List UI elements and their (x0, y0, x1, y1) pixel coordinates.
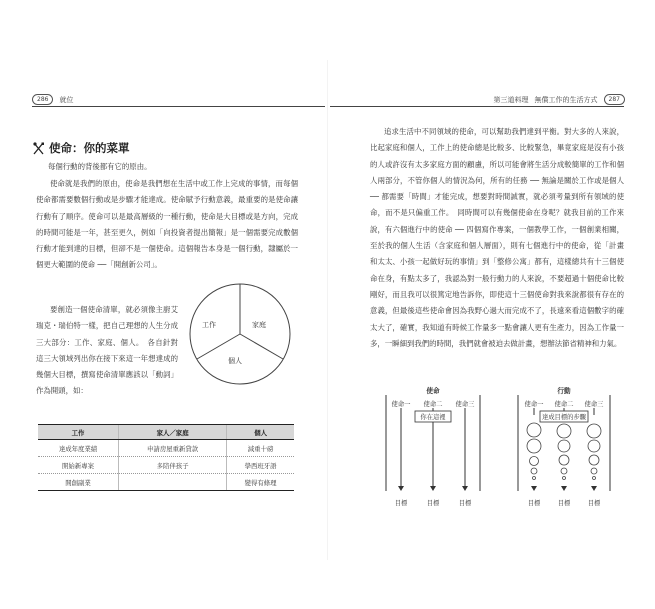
table-cell: 開創副業 (38, 474, 119, 491)
pie-label-personal: 個人 (228, 357, 242, 365)
right-chapter-label: 第三道料理 (493, 95, 529, 104)
table-header-personal: 個人 (227, 425, 294, 440)
right-page-number: 287 (604, 94, 625, 105)
table-cell: 多陪伴孩子 (119, 457, 227, 474)
action-goal-2: 目標 (557, 500, 571, 507)
left-header-rule (32, 106, 325, 107)
left-running-head (32, 94, 73, 105)
table-cell: 達成年度業績 (38, 440, 119, 457)
action-diagram-title: 行動 (557, 387, 571, 395)
mission-column-2-label: 使命二 (423, 401, 443, 408)
utensils-icon (32, 142, 45, 155)
section-title (32, 140, 130, 156)
mission-diagram-title: 使命 (426, 387, 440, 395)
mission-column-3-label: 使命三 (455, 401, 475, 408)
action-column-3-label: 使命三 (584, 401, 604, 408)
table-cell: 減重十磅 (227, 440, 294, 457)
pie-label-work: 工作 (202, 321, 216, 329)
table-cell: 開始新專案 (38, 457, 119, 474)
mission-column-1-label: 使命一 (391, 401, 411, 408)
section-title-text: 使命：你的菜單 (49, 141, 130, 155)
table-cell (119, 474, 227, 491)
action-column-1-label: 使命一 (524, 401, 544, 408)
left-chapter-label: 就位 (59, 95, 74, 104)
action-column-2-label: 使命二 (554, 401, 574, 408)
table-header-row (38, 425, 294, 440)
table-cell: 變得有條理 (227, 474, 294, 491)
you-are-here-callout: 你在這裡 (420, 414, 446, 421)
life-areas-pie (186, 280, 294, 388)
right-body-paragraph: 追求生活中不同領域的使命，可以幫助我們達到平衡。對大多的人來說，比起家庭和個人，工作上的使命總是比較多、比較緊急，畢竟家庭是沒有小孩的人或許沒有太多家庭方面的顧慮，所以可能會將生活分成較簡單的工作和個人兩部分，不管你個人的情況為何，所有的任務 ── 無論是關於工作或是個人 ── 都需要「時間」才能完成，想要對時間誠實，就必須考量到所有領域的使命，而不是只偏重工作。 同時間可以有幾個使命在身呢？就我目前的工作來說，有六個進行中的使命 ── 四個寫作專案，一個教學工作，一個創業相關，至於我的個人生活（含家庭和個人層面），則有七個進行中的使命，從「計畫和太太、小孩一起做好玩的事情」到「整修公寓」都有，這樣總共有十三個使命在身，有點太多了，我認為對一般行動力的人來說，不要超過十個使命比較剛好，而且我可以很篤定地告訴你，即使這十三個使命對我來說都很有存在的意義，但最後這些使命會因為我野心過大而完成不了，長遠來看這個數字的確太大了，確實，我知道有時候工作量多一點會讓人更有生產力，因為工作量一多，一瞬細到我們的時間，我們就會被迫去做計畫，想辦法節省精神和力氣。 (370, 127, 624, 348)
mission-diagram (384, 385, 482, 507)
pie-label-family: 家庭 (252, 321, 266, 329)
mission-list-paragraph: 要創造一個使命清單，就必須像主廚艾瑞克・瑞伯特一樣，把自己理想的人生分成三大部分：工作、家庭、個人。 各自針對這三大領域列出你在接下來這一年想達成的幾個大目標，撰寫使命清單應該以「動詞」作為開頭，如： (36, 305, 178, 396)
action-goal-3: 目標 (587, 500, 601, 507)
table-row (38, 457, 294, 474)
table-row (38, 474, 294, 491)
table-header-family: 家人／家庭 (119, 425, 227, 440)
steps-to-goal-callout: 達成目標的步驟 (541, 414, 587, 421)
left-page-number: 286 (32, 94, 53, 105)
mission-definition-paragraph: 使命就是我們的原由，使命是我們想在生活中或工作上完成的事情，而每個使命都需要數個行動或是步驟才能達成。使命賦予行動意義，最重要的是使命讓行動有了順序。使命可以是最高層級的一種行動，使命是大目標或是方向，完成的時間可能是一年，甚至更久，例如「向投資者提出簡報」是一個需要完成數個行動才能到達的目標，但卻不是一個使命。這個報告本身是一個行動，隸屬於一個更大範圍的使命 ──「開創新公司」。 (36, 179, 298, 270)
table-row (38, 440, 294, 457)
right-header-rule (330, 106, 624, 107)
mission-goal-1: 目標 (394, 500, 408, 507)
table-header-work: 工作 (38, 425, 119, 440)
intro-paragraph: 每個行動的背後都有它的原由。 (48, 162, 152, 171)
mission-goal-2: 目標 (426, 500, 440, 507)
pie-chart-graphic (186, 280, 294, 388)
right-running-head (494, 94, 625, 105)
action-diagram (516, 385, 612, 507)
mission-goal-3: 目標 (458, 500, 472, 507)
table-cell: 申請房屋重新貸款 (119, 440, 227, 457)
right-chapter-title: 無償工作的生活方式 (534, 95, 598, 104)
action-goal-1: 目標 (527, 500, 541, 507)
table-cell: 學西班牙語 (227, 457, 294, 474)
mission-table (38, 424, 294, 491)
